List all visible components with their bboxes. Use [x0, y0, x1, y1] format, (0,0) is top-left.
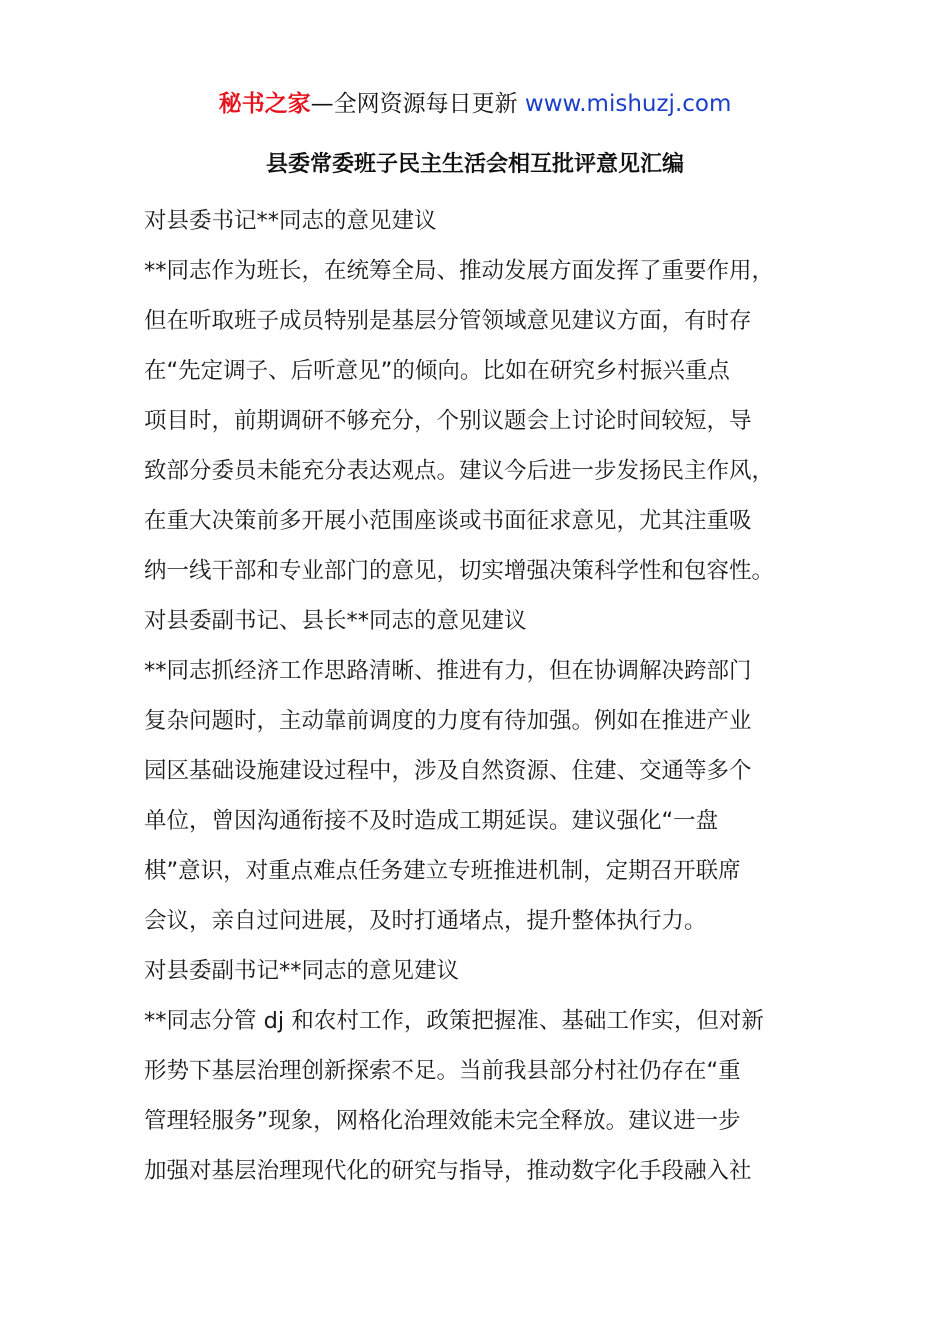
paragraph-line: 形势下基层治理创新探索不足。当前我县部分村社仍存在“重: [144, 1058, 741, 1084]
section-heading: 对县委副书记**同志的意见建议: [144, 958, 460, 984]
section-heading: 对县委书记**同志的意见建议: [144, 208, 437, 234]
paragraph-line: 棋”意识，对重点难点任务建立专班推进机制，定期召开联席: [144, 858, 741, 884]
paragraph-line: 纳一线干部和专业部门的意见，切实增强决策科学性和包容性。: [144, 558, 775, 584]
paragraph-line: 管理轻服务”现象，网格化治理效能未完全释放。建议进一步: [144, 1108, 741, 1134]
section-heading: 对县委副书记、县长**同志的意见建议: [144, 608, 527, 634]
paragraph-line: 项目时，前期调研不够充分，个别议题会上讨论时间较短，导: [144, 408, 752, 434]
paragraph-line: 但在听取班子成员特别是基层分管领域意见建议方面，有时存: [144, 308, 752, 334]
paragraph-line: 加强对基层治理现代化的研究与指导，推动数字化手段融入社: [144, 1158, 752, 1184]
paragraph-line: **同志作为班长，在统筹全局、推动发展方面发挥了重要作用，: [144, 258, 775, 284]
paragraph-line: **同志抓经济工作思路清晰、推进有力，但在协调解决跨部门: [144, 658, 752, 684]
site-url-link[interactable]: www.mishuzj.com: [524, 91, 732, 117]
site-header: [0, 86, 950, 122]
paragraph-line: 在重大决策前多开展小范围座谈或书面征求意见，尤其注重吸: [144, 508, 752, 534]
paragraph-line: **同志分管 dj 和农村工作，政策把握准、基础工作实，但对新: [144, 1008, 764, 1034]
paragraph-line: 复杂问题时，主动靠前调度的力度有待加强。例如在推进产业: [144, 708, 752, 734]
paragraph-line: 在“先定调子、后听意见”的倾向。比如在研究乡村振兴重点: [144, 358, 730, 384]
document-title: 县委常委班子民主生活会相互批评意见汇编: [265, 152, 684, 177]
site-tagline: —全网资源每日更新: [310, 91, 525, 117]
document-body: [144, 196, 814, 1196]
paragraph-line: 园区基础设施建设过程中，涉及自然资源、住建、交通等多个: [144, 758, 752, 784]
paragraph-line: 会议，亲自过问进展，及时打通堵点，提升整体执行力。: [144, 908, 707, 934]
paragraph-line: 单位，曾因沟通衔接不及时造成工期延误。建议强化“一盘: [144, 808, 719, 834]
paragraph-line: 致部分委员未能充分表达观点。建议今后进一步发扬民主作风，: [144, 458, 775, 484]
site-name: 秘书之家: [218, 91, 311, 117]
